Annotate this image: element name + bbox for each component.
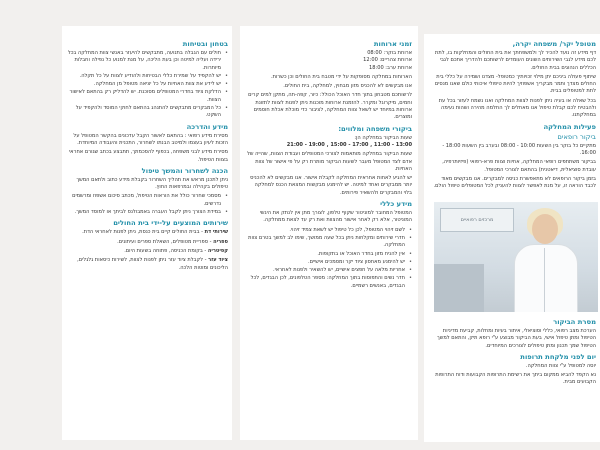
wall-sign-text: מרכזים רפואיים (460, 217, 494, 223)
safety-item: • יש לידע את צוות האחיות על כל יציאה מטופל מן המחלקה. (66, 81, 228, 88)
service-name: שירותי דת (204, 229, 228, 236)
meals-text-3: לרשותכם מטבחון בתוך חדר האוכל הכולל: כיור, קפה-תה, מתקן למים קרים וחמים, מיקרוגל ומקרר. להזמנת ארוחות מוכנות ניתן לפנות לצוות לתזונת ארוחות במיוחד יש לשאל צוות המחלקה, לציבור כדי מוכלת אכלת חוסמים ומוצרים. (248, 92, 412, 121)
portrait-coat-seam (544, 248, 545, 312)
left-column (66, 40, 228, 436)
service-entry (66, 257, 228, 272)
background-shelf (434, 264, 484, 312)
service-entry (66, 229, 228, 236)
medication-text: יוסה למטופל ע"י צוות המחלקה. (525, 362, 596, 369)
general-item: • יש להימנע מאחסון ציוד יקר ומסמכים אישיים. (246, 259, 412, 266)
medication-text-2: נא הקפד להביא ממקום ביתך את רשימת התרופות הקבועות ודוח התרופות הקבועים מבית. (435, 372, 596, 386)
intro-paragraph-3: בכל שאלה או בעיה ניתן לפנות לצוות המחלקה ואנו נשמח לעזור בכל עת ולהבטיח לכם קבלת טיפול אנו מאחלים לך החלמה מהירה ושהות נעימה במחלקתנו. (438, 97, 596, 119)
general-item: • לשם זיהוי המטופל, לכן כל טיפול יש לשאת צמיד זיהוי. (246, 227, 412, 234)
general-item: • אחריות מלאה על חפצים אישיים, יש להשאיר ולפנות לאחראי. (246, 267, 412, 274)
staff-photo (434, 202, 598, 312)
visits-text-2: יש להגיע לאחות אחראית המחלקה לקבלת אישור. אנו מבקשים לא להכניס יותר ממבקרים ואחד למיטה. יש להימנע מבקשות המצאת הכנס למחלקה בלוי והמבקרים ולהשאיר פירותים. (250, 175, 412, 196)
meal-time-1: ארוחת צהריים: 12:00 (363, 57, 412, 64)
doctor-text: הערכת מצב רפואי, כללי וסוציאלי, איתור בעיות ומחלות, קביעת מדיניות הטיפול ומתן טיפול אישי, בעת הביקור מבוצע ע"י רופא תיק, והתאם למשך הטיפול שמך תכנון ומתן טיפולים לצורכים המיוחדים. (436, 328, 596, 349)
ward-text: מתקיים כל בוקר בין השעות 10:00 - 08:00 ובערב בין השעות 18:00 - 16:00. (442, 142, 596, 156)
service-entry (66, 248, 228, 255)
ward-text-3: בזמן ביקור הרופאים לא מתאפשרת כניסה למבקרים. אנו מבקשים מאוד לכבד הוראה זו, על מנת לאפשר לצוות להעניק לכל המטופלים טיפול הולם. (433, 175, 596, 190)
medication-heading: יום לפני מלקחת תרופות (520, 352, 596, 361)
meal-time-2: ארוחת ערב: 18:00 (369, 64, 412, 71)
general-item: • חדר נשים והתפוסות בתוך המחלקה: מספר הטלפונים, לכן הבגדים, לכל הבגדים, באנשים רשמיים. (246, 275, 412, 290)
services-heading: שירותים המוצעים על-ידי בית החולים (113, 219, 228, 228)
safety-item: • הדלקת ציוד בחדרי המטופלים מסוכנת. יש להדליק רק בהתאם לאישור הצוות. (66, 89, 228, 104)
portrait-face (532, 214, 558, 244)
general-heading: מידע כללי (380, 200, 412, 209)
meals-heading: זמני ארוחות (373, 40, 412, 48)
safety-item: • יש להקפיד על שמירת כללי הבטיחות ולהודיע לצוות על כל תקלה. (66, 73, 228, 80)
release-heading: הכנה לשחרור והמשך טיפול (141, 166, 228, 175)
visits-subheading: שעות הביקור במחלקה הן: (354, 134, 412, 141)
doctor-heading: מסרת הביקור (553, 318, 596, 326)
release-item: • במידת הצורך ניתן לקבל העברה באמבולנס לביתך או למוסד המשך. (66, 209, 228, 216)
meals-text: הארוחות במחלקה מסופקות על ידי מטבח בית החולים וכן כשרות. (271, 73, 412, 80)
general-item: • אין להניח מזון בחדר האוכל או בתקופות. (246, 251, 412, 258)
intro-paragraph-2: שיתוף פעולה ביניכם יתן מילוי זכויותיך כמטופל- מצדנו ושמירה על כללי בית החולים מצדך ותמר מבקריך אשפוזיך להיות טיפולי איכותי כולם שאנו מנסים לתת למטופלים בבית. (434, 73, 596, 95)
visits-times: 21:00 - 19:00 , 15:00 - 17:00 , 11:00 - 13:00 (286, 141, 412, 148)
service-name: ציוד עזר (208, 257, 228, 264)
safety-heading: בטחון ובטיחות (182, 40, 228, 48)
wall-sign (440, 208, 514, 232)
meals-text-2: אנו מבקשים לא להכניס מזון מבחוץ, למחלקה, בית החולים. (283, 83, 412, 90)
service-text: - בקומת הכניסה, פתוחה בשעות היום. (124, 247, 207, 254)
visits-heading: ביקורי משפחה ומלווים: (338, 124, 412, 133)
rights-text: מסירת מידע רפואי : בהתאם לאשור הקבל עדכונים בהקשר המטופל על הזכות לעיון בעצמו ולמיטב הבנתו לשחרור, התכנית והעבודה המיוחדת. (73, 132, 228, 146)
rights-text-2: מסירת מידע לבני משפחה, בכפוף להסכמתך, תתבצע בכתב שגורם אחראי בצוות הטיפול. (69, 149, 228, 163)
meal-time-0: ארוחת בוקר: 08:00 (367, 50, 412, 56)
service-text: - ספריית מטופלים, השאלת ספרים ועיתונים. (117, 238, 212, 245)
ward-subheading: ביקור רופאים (557, 132, 596, 141)
intro-paragraph: דף מידע זה נועד להכיר לך ולמשפחתך את בית החולים והמחלקות בו, לתת לכם מידע לגבי השירותים השונים העומדים לרשותכם ולהדריך אתכם לגבי הכללים הנהוגים בבית החולים. (435, 50, 596, 71)
service-name: ספריה (213, 238, 228, 245)
general-text: המטופל המחובר למוניטור שקוף טלפון, לצורך מתן אין לנתק את היגשי המוניטור, אלא רק לאחר אישור מהצוות ואת רק עד לצאת ממחלקה. (259, 210, 412, 224)
general-item: • חדרי שירותים ומקלחות ניתן בכל שעה ממושך, שימו לב למשך בטרם צוות המחלקה. (246, 235, 412, 250)
release-text: ניתן לתכנן מראש את תהליך השחרור בקבלת מידע כתוב ולתאם המשך טיפולים בקהילה ובמרפאות החוץ. (76, 176, 228, 191)
rights-heading: מידע והדרכה (186, 122, 228, 131)
ward-text-2: בביקור משתתפים רופאי המחלקה, אחיות וצוות פרא-רפואי (פיזיותרפיה, עובדת סוציאלית, דיאטנית) בהתאם לצורכי המטופל. (442, 159, 596, 173)
safety-item: • כל המבקרים מתבקשים להתנהג בהתאם לחוקי המוסד ולהקפיד על השקט. (66, 105, 228, 120)
service-text: - לקבלת ציוד עזר ניתן לפנות לצוות, לשירות כיסאות גלגלים, הליכונים ומוטות הלכה. (77, 257, 228, 271)
service-entry (66, 239, 228, 246)
ward-heading: פעילות המחלקה (543, 122, 596, 131)
visits-text: שעות הביקור במחלקה מותאמות לצורכי המטופלים ועבודת הצוות, שהייה של אדם לצד המטופל מעבר לשעות הביקור מותרת רק על פי אישור של צוות האחיות. (246, 151, 412, 172)
service-name: קפיטריה (207, 247, 228, 254)
right-column-top (432, 40, 596, 200)
greeting-heading: מטופל יקר/ משפחה יקרה, (512, 40, 596, 48)
middle-column (246, 40, 412, 436)
right-column-bottom (432, 318, 596, 438)
portrait-coat (514, 244, 578, 312)
service-text: - בבית החולים קיים בית כנסת, ניתן לפנות לאחראי הדת. (82, 229, 203, 236)
release-item: • מסמכי שחרור כולל את הוראות הטיפול, מכתב סיכום אשפוז ומרשמים נדרשים. (66, 193, 228, 208)
safety-item: • חולים עם הגבלה בתנועה, מתבקשים להיעזר באנשי צוות המחלקה בכל ירידה ועליה למיטה וכן בעת הליכה, על מנת למנוע כל נפילה וחבלות מיותרות. (66, 50, 228, 72)
